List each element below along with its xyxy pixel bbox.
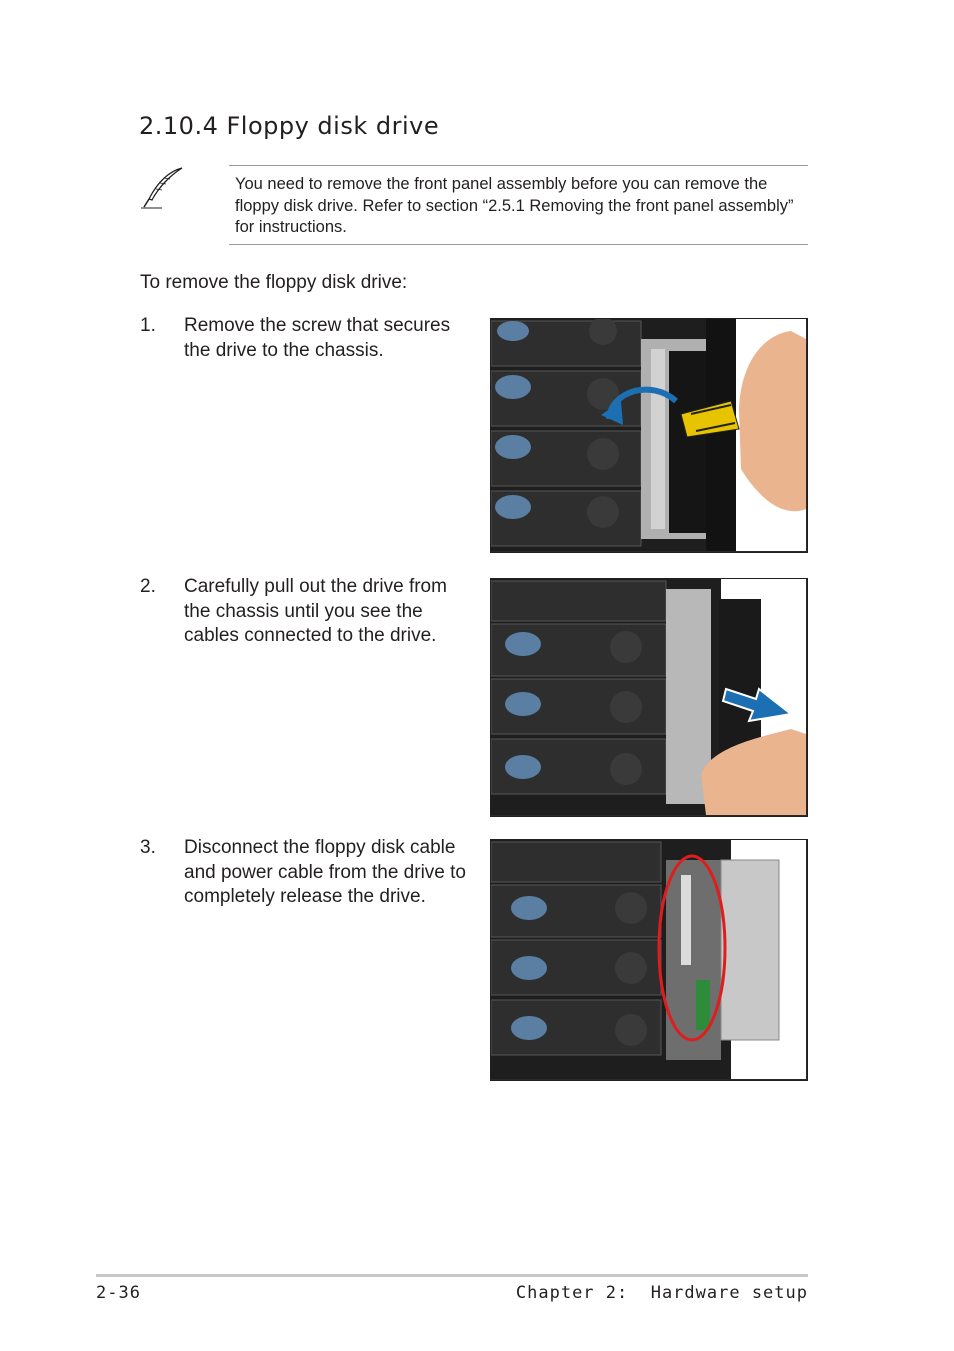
step-text: Carefully pull out the drive from the chassis until you see the cables connected to the drive.: [184, 576, 447, 646]
page-number: 2-36: [96, 1283, 141, 1303]
note-callout: [140, 165, 808, 245]
step-text: Remove the screw that secures the drive to the chassis.: [184, 315, 451, 361]
step-1-photo: [490, 318, 808, 553]
step-3-photo: [490, 839, 808, 1081]
step-text: Disconnect the floppy disk cable and power cable from the drive to completely release the drive.: [184, 837, 466, 907]
footer-rule: [96, 1274, 808, 1277]
step-number: 2.: [140, 576, 156, 597]
note-text: You need to remove the front panel assembly before you can remove the floppy disk drive. Refer to section “2.5.1 Removing the front panel assembly” for instructions.: [235, 175, 794, 236]
chapter-title: Chapter 2: Hardware setup: [515, 1283, 808, 1303]
intro-text: To remove the floppy disk drive:: [140, 272, 408, 293]
step-number: 3.: [140, 837, 156, 858]
note-box: [229, 165, 808, 245]
step-2-photo: [490, 578, 808, 817]
step-number: 1.: [140, 315, 156, 336]
feather-pen-icon: [140, 165, 186, 211]
section-heading: 2.10.4 Floppy disk drive: [139, 112, 440, 140]
